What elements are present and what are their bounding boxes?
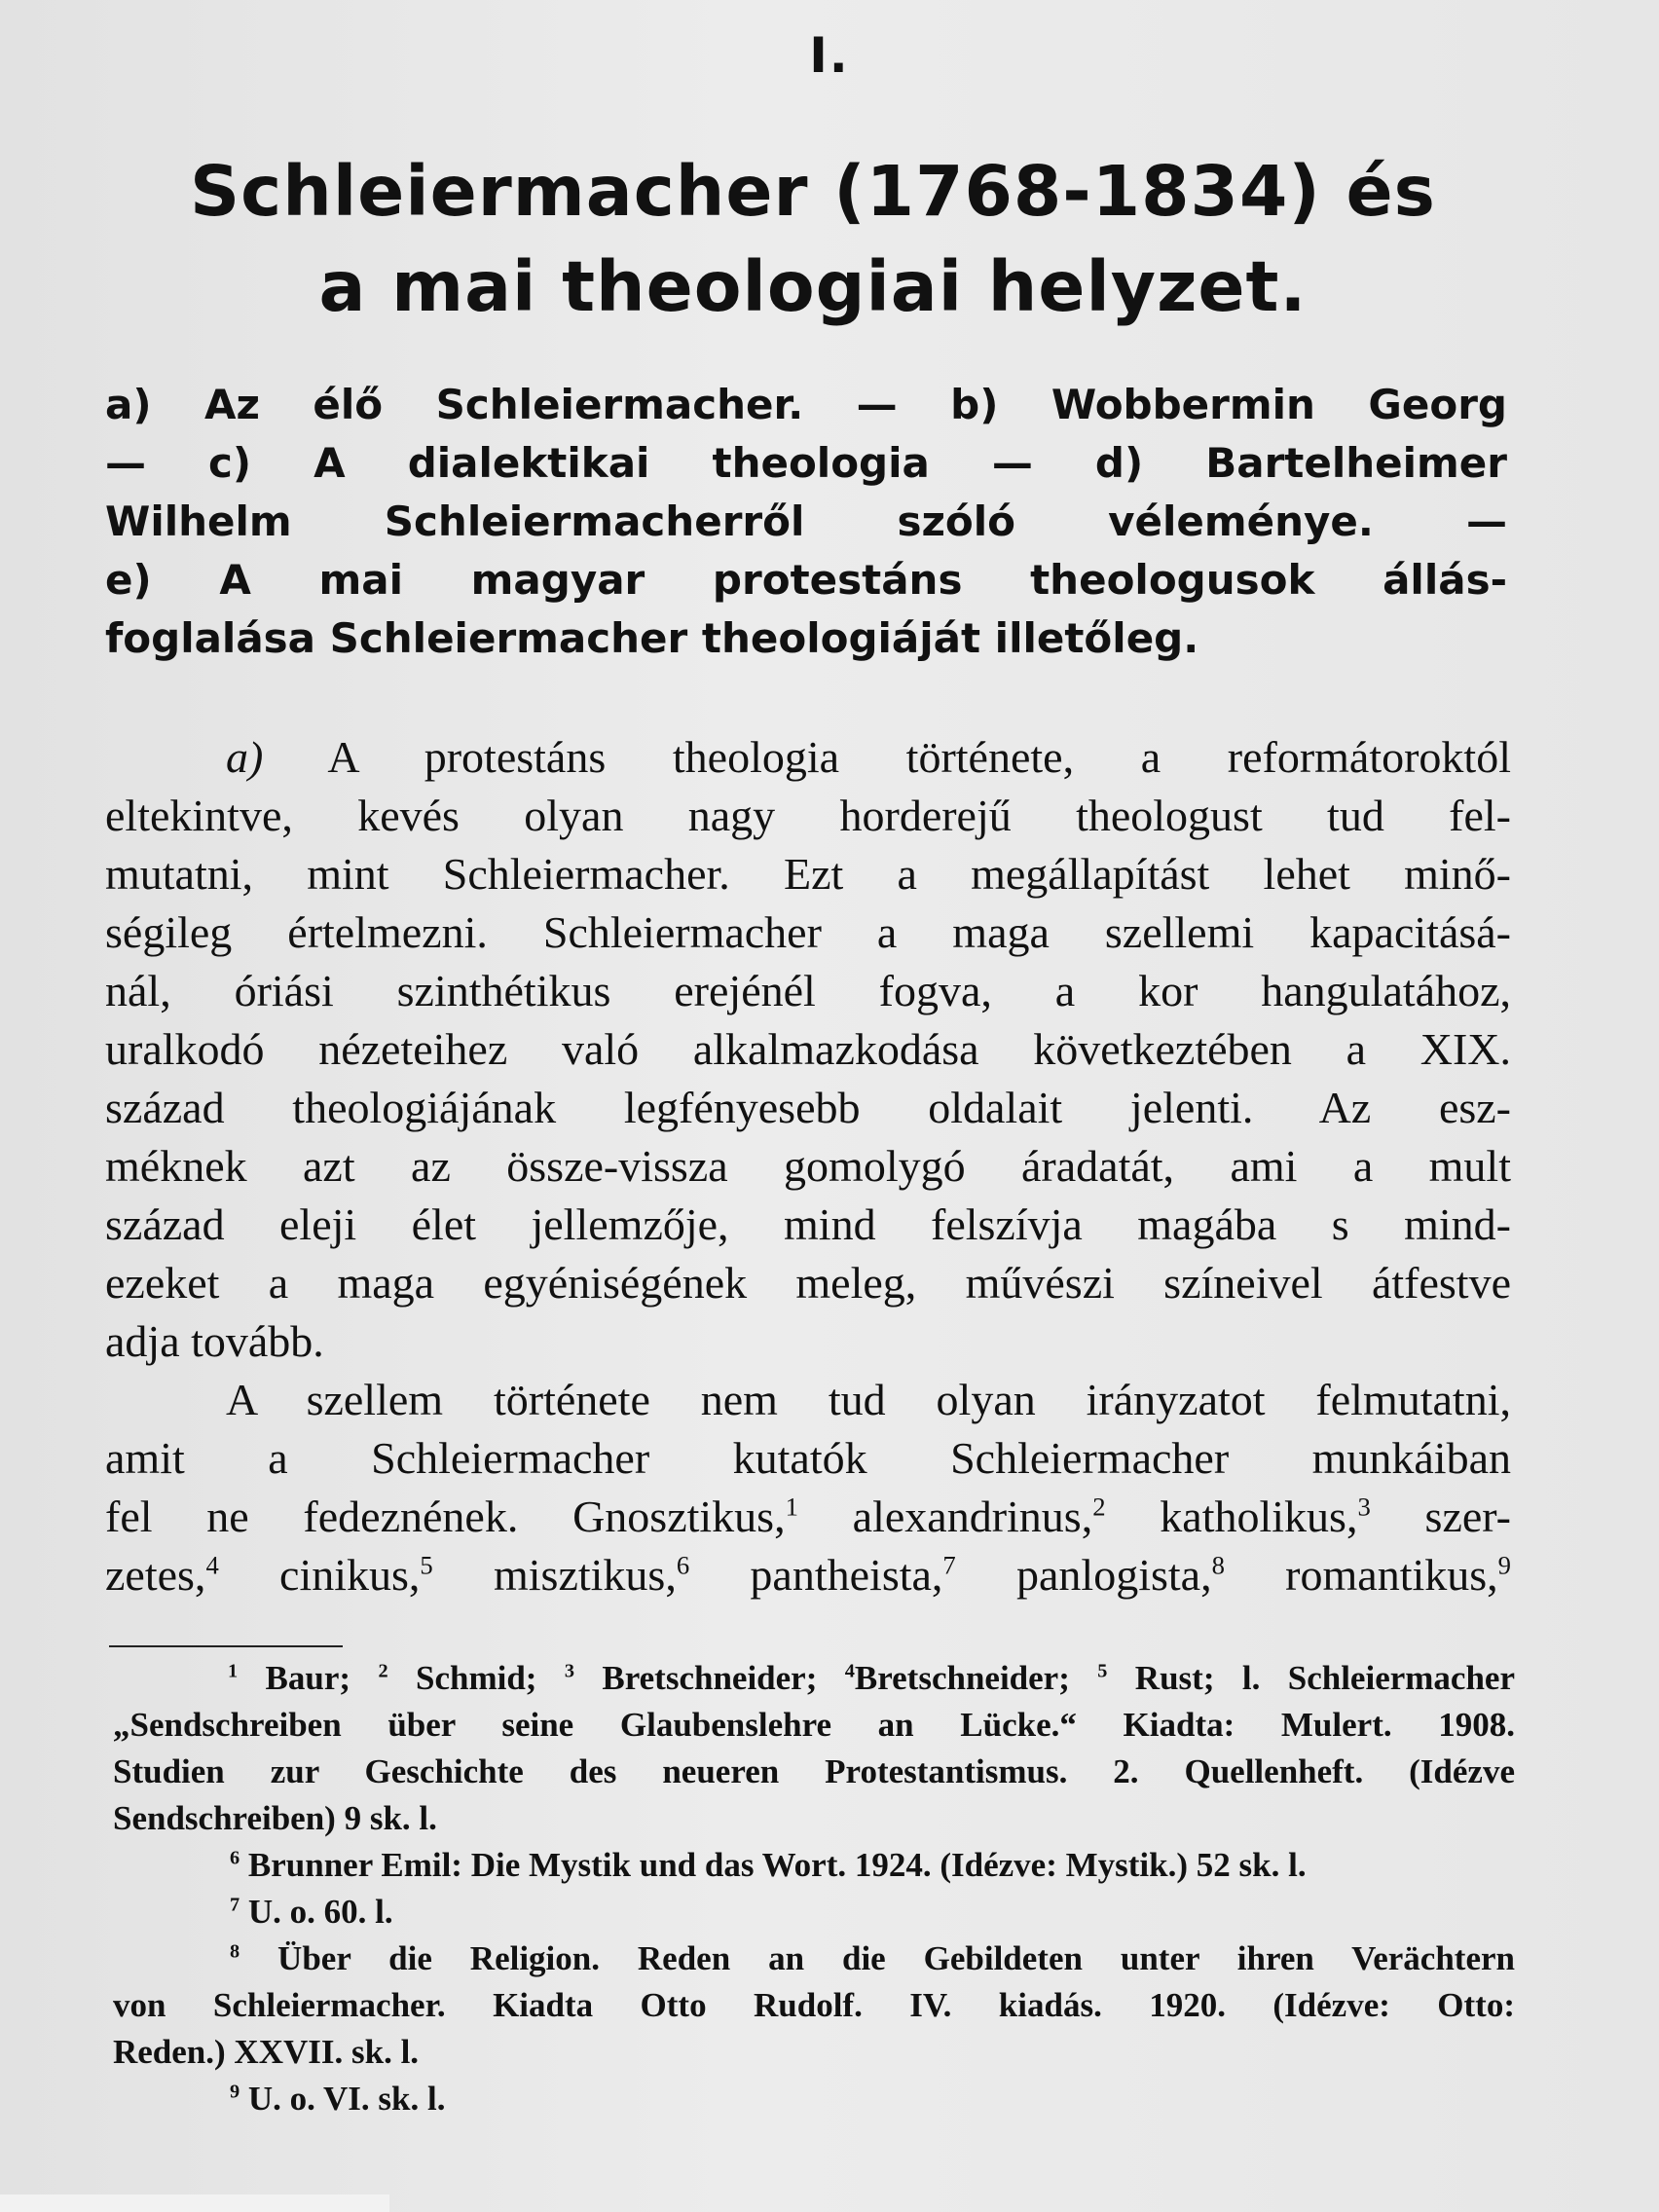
summary-line: a) Az élő Schleiermacher. — b) Wobbermin Georg <box>105 381 1507 428</box>
footnote-ref: 6 <box>676 1550 690 1580</box>
footnote-number: 5 <box>1097 1660 1108 1682</box>
text-run: Rust; l. Schleiermacher <box>1107 1659 1515 1697</box>
summary-line: foglalása Schleiermacher theologiáját illetőleg. <box>105 614 1199 662</box>
text-run: szer- <box>1370 1492 1511 1541</box>
paragraph-2-line: amit a Schleiermacher kutatók Schleiermacher munkáiban <box>105 1433 1511 1483</box>
chapter-summary <box>105 376 1507 668</box>
paragraph-1-line: ségileg értelmezni. Schleiermacher a maga szellemi kapacitásá- <box>105 907 1511 957</box>
footnote-1-5 <box>113 1655 1515 1842</box>
footnotes <box>113 1655 1515 2122</box>
text-run: cinikus, <box>218 1550 421 1600</box>
chapter-title-line-1: Schleiermacher (1768-1834) és <box>190 151 1436 232</box>
body-text <box>105 728 1511 1604</box>
paragraph-1-line: mutatni, mint Schleiermacher. Ezt a megállapítást lehet minő- <box>105 849 1511 899</box>
paragraph-2-line: A szellem története nem tud olyan irányzatot felmutatni, <box>226 1375 1511 1424</box>
summary-line: Wilhelm Schleiermacherről szóló véleménye. — <box>105 498 1507 545</box>
footnote-line: Reden.) XXVII. sk. l. <box>113 2033 420 2071</box>
footnote-ref: 1 <box>785 1492 798 1522</box>
footnote-7 <box>113 1889 1515 1936</box>
paragraph-2-line <box>105 1488 1511 1546</box>
footnote-number: 4 <box>844 1660 855 1682</box>
text-run: Schmid; <box>387 1659 565 1697</box>
paragraph-2-line <box>105 1546 1511 1604</box>
footnote-line <box>113 1842 1515 1889</box>
footnote-line <box>113 1655 1515 1702</box>
paragraph-1-line: adja tovább. <box>105 1316 324 1366</box>
text-run: pantheista, <box>689 1550 943 1600</box>
footnote-number: 8 <box>230 1940 240 1963</box>
paragraph-1-line: nál, óriási szinthétikus erejénél fogva, a kor hangulatához, <box>105 966 1511 1015</box>
footnote-ref: 7 <box>942 1550 956 1580</box>
footnote-line: Sendschreiben) 9 sk. l. <box>113 1799 437 1837</box>
paragraph-1-line <box>105 728 1511 787</box>
text-run: zetes, <box>105 1550 206 1600</box>
chapter-title-line-2: a mai theologiai helyzet. <box>318 246 1308 327</box>
footnote-ref: 3 <box>1357 1492 1371 1522</box>
paragraph-1-text: A protestáns theologia története, a reformátoroktól <box>327 732 1511 782</box>
paragraph-1-line: század theologiájának legfényesebb oldalait jelenti. Az esz- <box>105 1083 1511 1132</box>
text-run: fel ne fedeznének. Gnosztikus, <box>105 1492 786 1541</box>
footnote-divider <box>109 1645 343 1647</box>
footnote-line <box>113 1889 1515 1936</box>
chapter-title <box>97 144 1529 335</box>
footnote-ref: 5 <box>420 1550 433 1580</box>
footnote-ref: 9 <box>1497 1550 1511 1580</box>
footnote-line: „Sendschreiben über seine Glaubenslehre an Lücke.“ Kiadta: Mulert. 1908. <box>113 1706 1515 1744</box>
footnote-number: 1 <box>228 1660 239 1682</box>
summary-line: e) A mai magyar protestáns theologusok állás- <box>105 556 1507 604</box>
text-run: romantikus, <box>1224 1550 1498 1600</box>
paragraph-1-line: uralkodó nézeteihez való alkalmazkodása következtében a XIX. <box>105 1024 1511 1074</box>
footnote-ref: 4 <box>205 1550 219 1580</box>
paragraph-1-line: eltekintve, kevés olyan nagy horderejű theologust tud fel- <box>105 791 1511 840</box>
footnote-ref: 2 <box>1092 1492 1106 1522</box>
text-run: misztikus, <box>432 1550 677 1600</box>
footnote-number: 3 <box>564 1660 574 1682</box>
text-run: katholikus, <box>1105 1492 1358 1541</box>
footnote-line <box>113 1936 1515 1982</box>
text-run: Baur; <box>238 1659 379 1697</box>
text-run: Bretschneider; <box>573 1659 845 1697</box>
paragraph-1-line: ezeket a maga egyéniségének meleg, művészi színeivel átfestve <box>105 1258 1511 1308</box>
footnote-number: 2 <box>378 1660 388 1682</box>
text-run: Bretschneider; <box>854 1659 1098 1697</box>
text-run: alexandrinus, <box>797 1492 1093 1541</box>
footnote-number: 7 <box>230 1894 240 1916</box>
summary-line: — c) A dialektikai theologia — d) Bartelheimer <box>105 439 1507 487</box>
text-run: panlogista, <box>955 1550 1212 1600</box>
text-run: Über die Religion. Reden an die Gebildeten unter ihren Verächtern <box>240 1939 1515 1977</box>
footnote-number: 9 <box>230 2081 240 2103</box>
watermark-strip <box>0 2194 389 2212</box>
text-run: U. o. VI. sk. l. <box>240 2080 446 2118</box>
footnote-line: von Schleiermacher. Kiadta Otto Rudolf. IV. kiadás. 1920. (Idézve: Otto: <box>113 1986 1515 2024</box>
text-run: U. o. 60. l. <box>240 1893 393 1931</box>
footnote-9 <box>113 2076 1515 2122</box>
footnote-8 <box>113 1936 1515 2076</box>
footnote-6 <box>113 1842 1515 1889</box>
footnote-number: 6 <box>230 1847 240 1869</box>
footnote-line: Studien zur Geschichte des neueren Protestantismus. 2. Quellenheft. (Idézve <box>113 1752 1515 1790</box>
paragraph-1-line: méknek azt az össze-vissza gomolygó áradatát, ami a mult <box>105 1141 1511 1191</box>
footnote-line <box>113 2076 1515 2122</box>
paragraph-marker: a) <box>226 732 264 782</box>
chapter-number: I. <box>809 27 850 84</box>
footnote-ref: 8 <box>1211 1550 1225 1580</box>
paragraph-1-line: század eleji élet jellemzője, mind felszívja magába s mind- <box>105 1199 1511 1249</box>
text-run: Brunner Emil: Die Mystik und das Wort. 1924. (Idézve: Mystik.) 52 sk. l. <box>240 1846 1307 1884</box>
